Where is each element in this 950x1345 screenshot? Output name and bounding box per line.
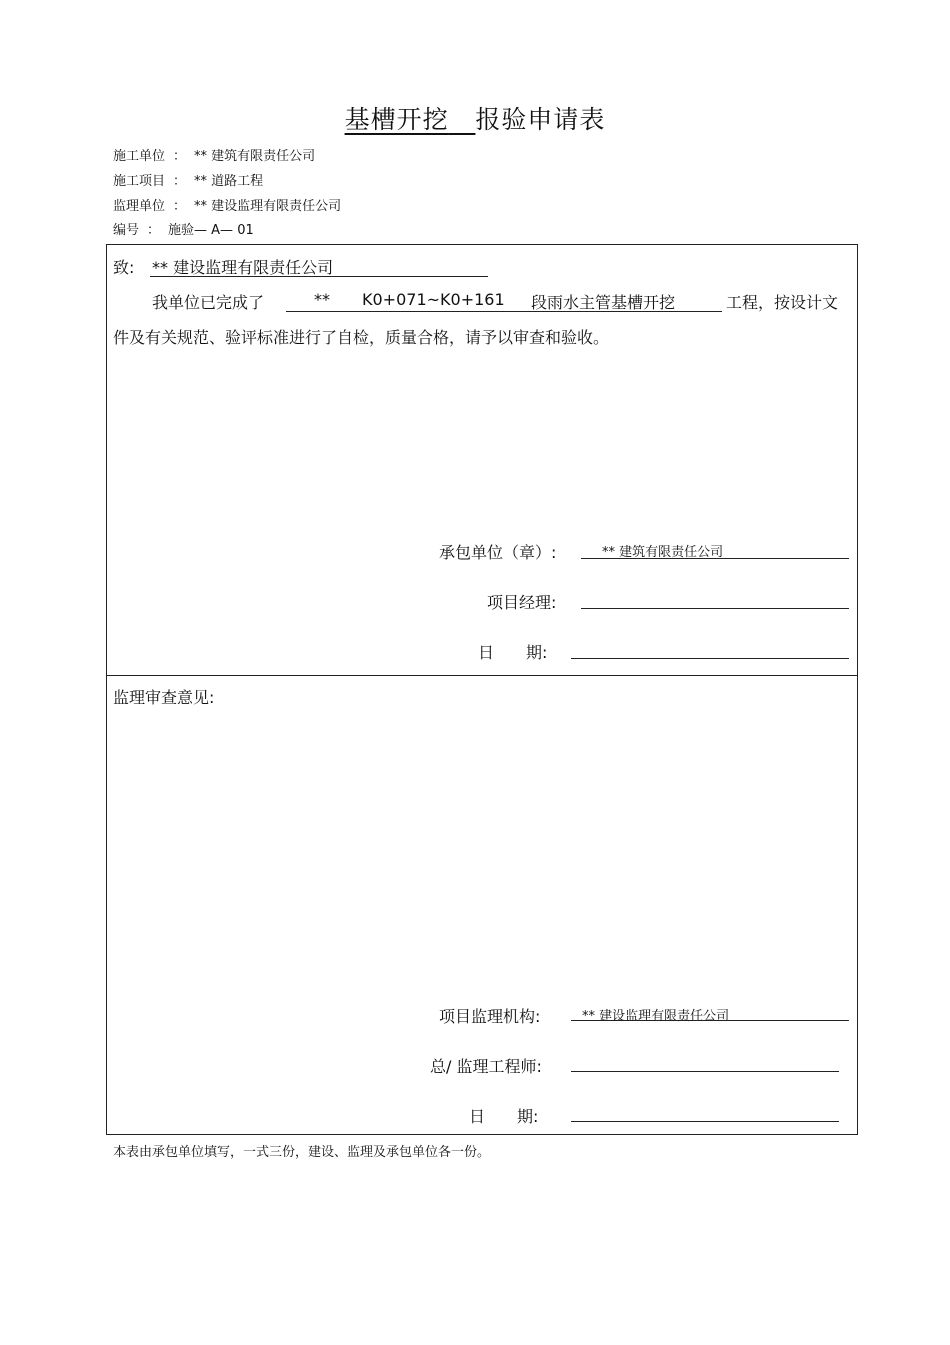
footer-note: 本表由承包单位填写，一式三份，建设、监理及承包单位各一份。 — [113, 1145, 491, 1160]
fill-range: K0+071~K0+161 — [362, 290, 505, 309]
org-underline — [571, 1020, 849, 1021]
section-divider — [106, 675, 858, 676]
meta-supervision-unit: 监理单位 ： ** 建设监理有限责任公司 — [113, 199, 342, 214]
intro-text: 我单位已完成了 — [152, 293, 265, 312]
pm-signature-line — [581, 608, 849, 609]
fill-underline — [286, 311, 722, 312]
meta-construction-unit: 施工单位 ： ** 建筑有限责任公司 — [113, 149, 316, 164]
to-underline — [150, 276, 488, 277]
date-line-2 — [571, 1121, 839, 1122]
to-value: ** 建设监理有限责任公司 — [152, 258, 334, 277]
engineer-label: 总/ 监理工程师: — [430, 1057, 542, 1076]
to-label: 致: — [113, 258, 135, 277]
org-label: 项目监理机构: — [439, 1007, 541, 1026]
date-line-1 — [571, 658, 849, 659]
form-box — [106, 244, 858, 1135]
date-label-2: 日 期: — [469, 1107, 539, 1126]
review-heading: 监理审查意见: — [113, 688, 215, 707]
contractor-label: 承包单位（章）: — [439, 543, 557, 562]
after-text: 工程，按设计文 — [726, 293, 839, 312]
contractor-value: ** 建筑有限责任公司 — [602, 545, 724, 560]
pm-label: 项目经理: — [487, 593, 557, 612]
meta-serial-number: 编号 ： 施验— A— 01 — [113, 223, 254, 238]
fill-star: ** — [314, 290, 330, 309]
title-part1: 基槽开挖 — [344, 105, 449, 134]
org-value: ** 建设监理有限责任公司 — [582, 1009, 730, 1024]
engineer-signature-line — [571, 1071, 839, 1072]
fill-name: 段雨水主管基槽开挖 — [531, 293, 676, 312]
page-title — [0, 100, 950, 136]
date-label-1: 日 期: — [478, 643, 548, 662]
body-line2: 件及有关规范、验评标准进行了自检，质量合格，请予以审查和验收。 — [113, 328, 610, 347]
contractor-underline — [581, 558, 849, 559]
meta-construction-project: 施工项目 ： ** 道路工程 — [113, 174, 264, 189]
title-part2: 报验申请表 — [475, 105, 606, 134]
